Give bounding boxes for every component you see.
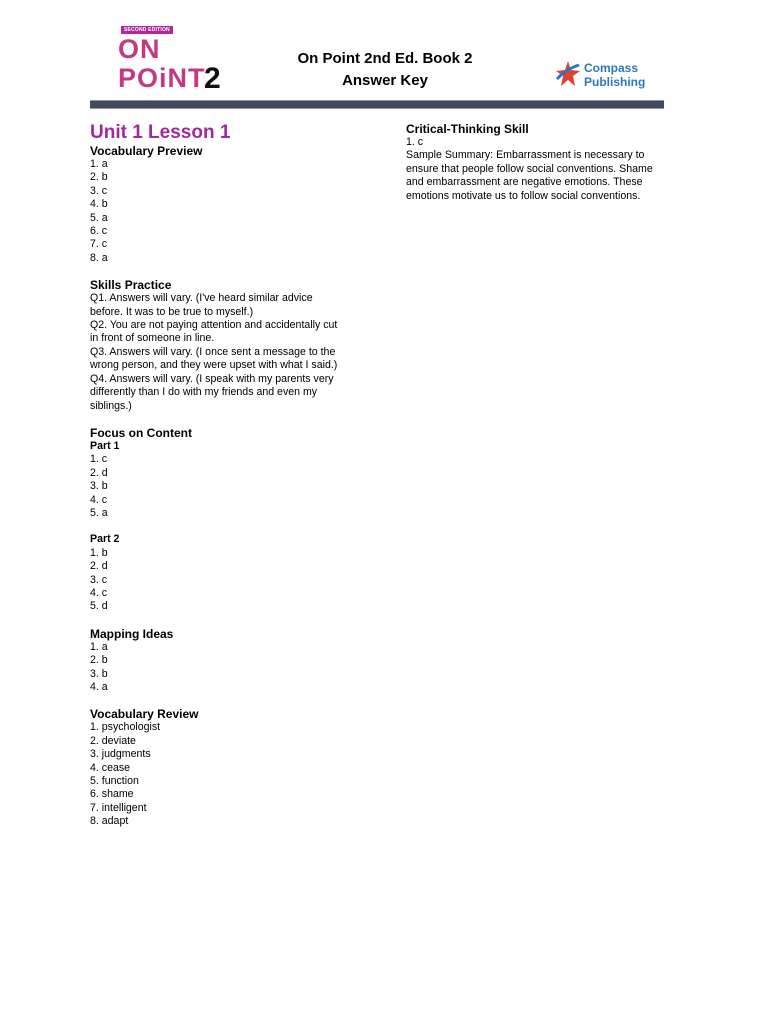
list-item: 3. b xyxy=(90,667,108,680)
vocab-review-heading: Vocabulary Review xyxy=(90,707,199,722)
text-line: in front of someone in line. xyxy=(90,332,215,345)
vocab-review-list xyxy=(90,721,370,828)
text-line: wrong person, and they were upset with what I said.) xyxy=(90,359,338,372)
logo-word-point: POiNT xyxy=(118,63,206,93)
list-item: 4. c xyxy=(90,586,108,599)
logo-word-on: ON xyxy=(118,34,161,64)
skills-practice-heading: Skills Practice xyxy=(90,278,172,293)
focus-on-content-heading: Focus on Content xyxy=(90,425,192,440)
list-item: 6. shame xyxy=(90,788,134,801)
text-line: Q2. You are not paying attention and accidentally cut xyxy=(90,319,338,332)
part-2-label: Part 2 xyxy=(90,533,120,546)
text-line: siblings.) xyxy=(90,399,132,412)
list-item: 3. b xyxy=(90,480,108,493)
vocab-preview-heading: Vocabulary Preview xyxy=(90,144,203,158)
list-item: 7. intelligent xyxy=(90,801,147,814)
list-item: 2. d xyxy=(90,560,108,573)
list-item: 2. b xyxy=(90,171,108,184)
list-item: 5. a xyxy=(90,211,108,224)
text-line: before. It was to be true to myself.) xyxy=(90,305,254,318)
unit-title: Unit 1 Lesson 1 xyxy=(90,122,231,143)
part-2-list xyxy=(90,547,370,614)
document-title: On Point 2nd Ed. Book 2 xyxy=(297,50,473,67)
skills-practice-text xyxy=(90,292,370,413)
critical-thinking-heading: Critical-Thinking Skill xyxy=(406,122,529,136)
mapping-ideas-list xyxy=(90,641,370,695)
mapping-ideas-heading: Mapping Ideas xyxy=(90,626,174,641)
list-item: 4. b xyxy=(90,198,108,211)
list-item: 8. a xyxy=(90,251,108,264)
compass-star-icon xyxy=(554,59,582,89)
list-item: 3. c xyxy=(90,184,108,197)
list-item: 7. c xyxy=(90,238,108,251)
publisher-name xyxy=(584,61,645,89)
list-item: 4. cease xyxy=(90,761,131,774)
on-point-logo xyxy=(118,26,233,96)
list-item: 1. c xyxy=(90,453,108,466)
text-line: and embarrassment are negative emotions. These xyxy=(406,176,643,189)
list-item: 5. d xyxy=(90,600,108,613)
left-column xyxy=(90,122,370,829)
list-item: 5. function xyxy=(90,775,139,788)
header-divider xyxy=(90,100,664,109)
logo-number: 2 xyxy=(204,62,221,95)
list-item: 2. b xyxy=(90,654,108,667)
part-1-label: Part 1 xyxy=(90,439,120,452)
list-item: 6. c xyxy=(90,225,108,238)
list-item: 2. d xyxy=(90,466,108,479)
list-item: 3. judgments xyxy=(90,748,151,761)
document-subtitle: Answer Key xyxy=(342,72,428,89)
text-line: Q4. Answers will vary. (I speak with my parents very xyxy=(90,372,334,385)
publisher-line-1: Compass xyxy=(584,61,639,75)
list-item: 1. b xyxy=(90,546,108,559)
list-item: 1. psychologist xyxy=(90,721,161,734)
list-item: 1. a xyxy=(90,640,108,653)
list-item: 1. a xyxy=(90,158,108,170)
text-line: differently than I do with my friends and even my xyxy=(90,386,318,399)
compass-publishing-logo xyxy=(554,59,654,89)
part-1-list xyxy=(90,453,370,520)
vocab-preview-list xyxy=(90,158,370,265)
text-line: Q3. Answers will vary. (I once sent a message to the xyxy=(90,345,336,358)
list-item: 3. c xyxy=(90,573,108,586)
list-item: 5. a xyxy=(90,506,108,519)
document-header xyxy=(260,48,510,92)
critical-thinking-text xyxy=(406,136,686,203)
edition-badge: SECOND EDITION xyxy=(121,26,173,34)
right-column xyxy=(406,122,686,203)
list-item: 2. deviate xyxy=(90,734,136,747)
list-item: 4. c xyxy=(90,493,108,506)
text-line: ensure that people follow social conventions. Shame xyxy=(406,162,653,175)
text-line: emotions motivate us to follow social conventions. xyxy=(406,189,641,202)
text-line: Q1. Answers will vary. (I've heard similar advice xyxy=(90,292,313,305)
text-line: Sample Summary: Embarrassment is necessary to xyxy=(406,149,645,162)
text-line: 1. c xyxy=(406,136,424,148)
list-item: 8. adapt xyxy=(90,815,129,828)
publisher-line-2: Publishing xyxy=(584,75,646,89)
list-item: 4. a xyxy=(90,681,108,693)
